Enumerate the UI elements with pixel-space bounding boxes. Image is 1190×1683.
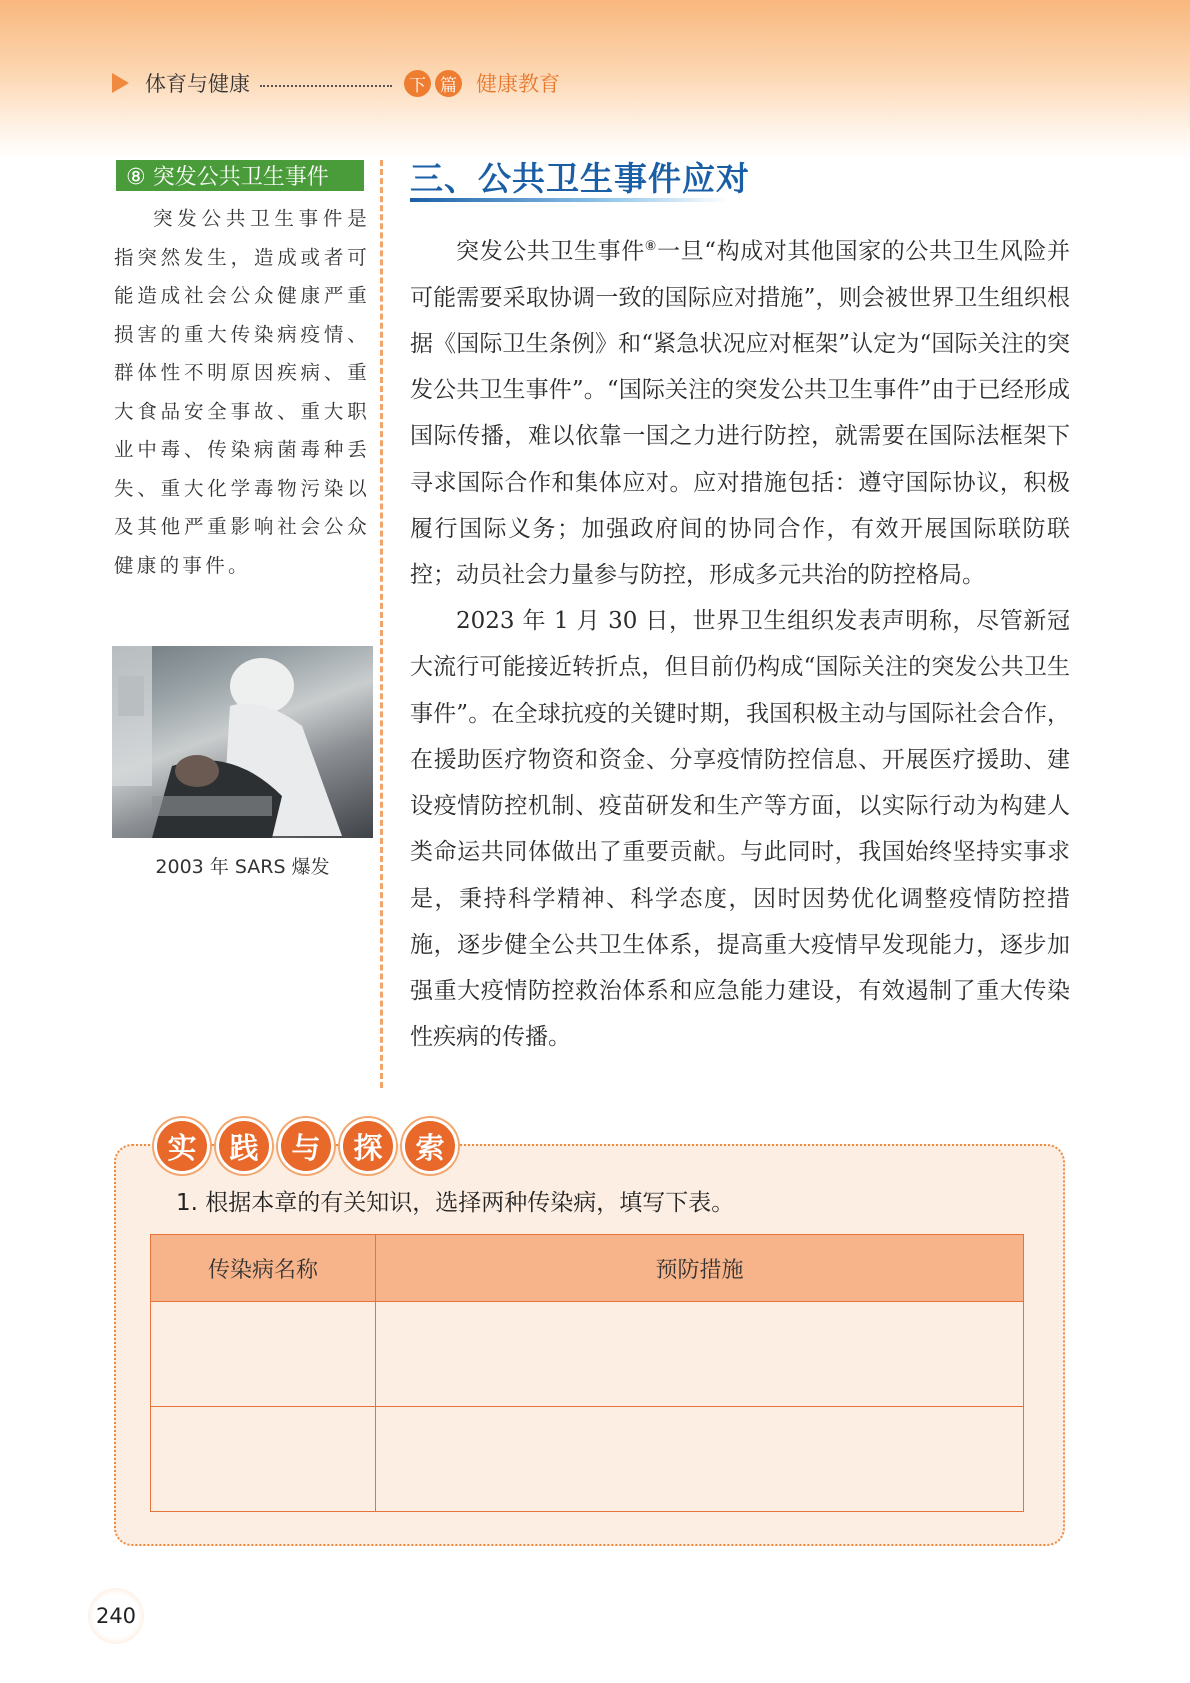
table-row	[151, 1407, 1024, 1512]
header-disease-name: 传染病名称	[151, 1235, 376, 1302]
practice-title-char: 索	[402, 1118, 458, 1174]
paragraph-1	[410, 224, 1070, 598]
paragraph-1-rest: 一旦“构成对其他国家的公共卫生风险并可能需要采取协调一致的国际应对措施”，则会被世界卫生组织根据《国际卫生条例》和“紧急状况应对框架”认定为“国际关注的突发公共卫生事件”。“国际关注的突发公共卫生事件”由于已经形成国际传播，难以依靠一国之力进行防控，就需要在国际法框架下寻求国际合作和集体应对。应对措施包括：遵守国际协议，积极履行国际义务；加强政府间的协同合作，有效开展国际联防联控；动员社会力量参与防控，形成多元共治的防控格局。	[410, 238, 1071, 589]
practice-question: 1. 根据本章的有关知识，选择两种传染病，填写下表。	[176, 1190, 735, 1216]
table-header-row	[151, 1235, 1024, 1302]
blank-cell[interactable]	[376, 1302, 1024, 1407]
part-badge-2: 篇	[435, 70, 462, 97]
sars-photo	[112, 646, 373, 838]
photo-illustration	[112, 646, 373, 838]
blank-cell[interactable]	[151, 1302, 376, 1407]
book-title: 体育与健康	[145, 72, 250, 96]
running-header	[112, 66, 560, 100]
paragraph-2: 2023 年 1 月 30 日，世界卫生组织发表声明称，尽管新冠大流行可能接近转折点，但目前仍构成“国际关注的突发公共卫生事件”。在全球抗疫的关键时期，我国积极主动与国际社会合作，在援助医疗物资和资金、分享疫情防控信息、开展医疗援助、建设疫情防控机制、疫苗研发和生产等方面，以实际行动为构建人类命运共同体做出了重要贡献。与此同时，我国始终坚持实事求是，秉持科学精神、科学态度，因时因势优化调整疫情防控措施，逐步健全公共卫生体系，提高重大疫情早发现能力，逐步加强重大疫情防控救治体系和应急能力建设，有效遏制了重大传染性疾病的传播。	[410, 608, 1070, 1051]
sidebar-tag: ⑧ 突发公共卫生事件	[116, 160, 364, 191]
blank-cell[interactable]	[376, 1407, 1024, 1512]
practice-title-char: 实	[154, 1118, 210, 1174]
part-badge-1: 下	[404, 70, 431, 97]
footnote-ref: ⑧	[644, 239, 658, 254]
blank-cell[interactable]	[151, 1407, 376, 1512]
header-prevention: 预防措施	[376, 1235, 1024, 1302]
part-title: 健康教育	[476, 72, 560, 96]
photo-caption: 2003 年 SARS 爆发	[155, 856, 330, 878]
paragraph-1-start: 突发公共卫生事件	[456, 238, 645, 265]
section-title: 三、公共卫生事件应对	[410, 159, 750, 198]
column-divider	[380, 160, 383, 1088]
sidebar-definition: 突发公共卫生事件是指突然发生，造成或者可能造成社会公众健康严重损害的重大传染病疫情、群体性不明原因疾病、重大食品安全事故、重大职业中毒、传染病菌毒种丢失、重大化学毒物污染以及其他严重影响社会公众健康的事件。	[114, 207, 370, 577]
practice-title-char: 与	[278, 1118, 334, 1174]
page-number: 240	[88, 1588, 144, 1644]
fill-in-table	[150, 1234, 1024, 1512]
practice-title-char: 践	[216, 1118, 272, 1174]
triangle-marker-icon	[112, 73, 129, 93]
dotted-leader	[260, 85, 392, 87]
table-row	[151, 1302, 1024, 1407]
practice-title-char: 探	[340, 1118, 396, 1174]
practice-title	[154, 1118, 458, 1174]
section-title-underline	[410, 198, 730, 202]
main-body	[410, 224, 1070, 1060]
